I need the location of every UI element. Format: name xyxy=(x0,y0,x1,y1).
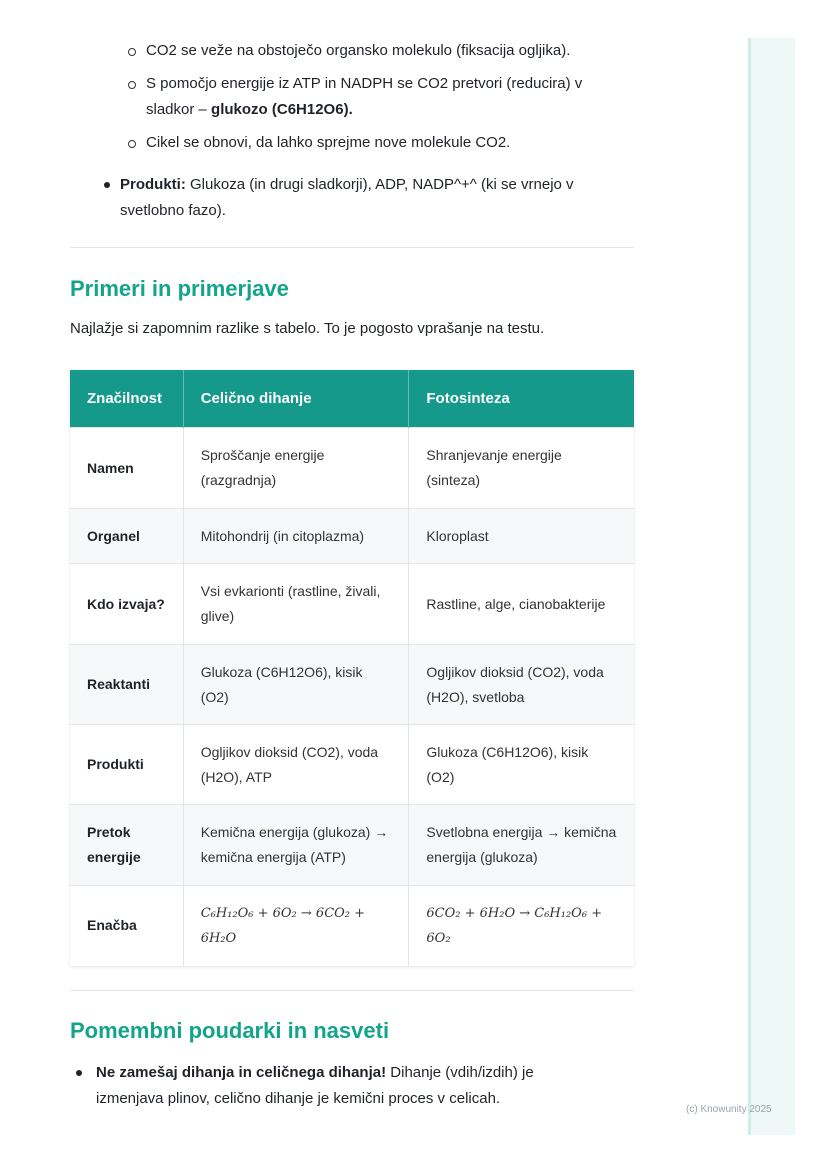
row-label: Enačba xyxy=(70,886,183,966)
table-cell: Vsi evkarionti (rastline, živali, glive) xyxy=(183,564,409,645)
table-cell: Sproščanje energije (razgradnja) xyxy=(183,428,409,509)
table-row xyxy=(70,564,634,645)
table-cell: Shranjevanje energije (sinteza) xyxy=(409,428,634,509)
products-text: Glukoza (in drugi sladkorji), ADP, NADP^+^ (ki se vrnejo v svetlobno fazo). xyxy=(120,176,574,219)
table-row xyxy=(70,509,634,564)
list-item-bold: glukozo (C6H12O6). xyxy=(211,101,353,118)
tip-bold: Ne zamešaj dihanja in celičnega dihanja! xyxy=(96,1064,387,1081)
row-label: Kdo izvaja? xyxy=(70,564,183,645)
row-label: Organel xyxy=(70,509,183,564)
list-item xyxy=(128,130,628,156)
list-item-text: Cikel se obnovi, da lahko sprejme nove molekule CO2. xyxy=(146,134,511,151)
list-item-text: CO2 se veže na obstoječo organsko molekulo (fiksacija ogljika). xyxy=(146,42,571,59)
disc-bullet-icon xyxy=(76,1070,82,1076)
list-item xyxy=(70,1060,590,1112)
list-item xyxy=(100,172,620,224)
table-cell: Rastline, alge, cianobakterije xyxy=(409,564,634,645)
products-label: Produkti: xyxy=(120,176,186,193)
row-label: Pretok energije xyxy=(70,805,183,886)
tip-text: Dihanje (vdih/izdih) je izmenjava plinov, celično dihanje je kemični proces v celicah. xyxy=(96,1064,534,1107)
divider xyxy=(70,247,634,248)
header-cell: Celično dihanje xyxy=(183,370,409,428)
table-row xyxy=(70,886,634,966)
row-label: Reaktanti xyxy=(70,645,183,725)
equation-cell: 6CO₂ + 6H₂O → C₆H₁₂O₆ + 6O₂ xyxy=(409,886,634,966)
copyright-footer: (c) Knowunity 2025 xyxy=(686,1104,772,1115)
table-row xyxy=(70,725,634,805)
table-header-row xyxy=(70,370,634,428)
table-row xyxy=(70,805,634,886)
header-cell: Značilnost xyxy=(70,370,183,428)
products-list xyxy=(100,172,620,224)
row-label: Produkti xyxy=(70,725,183,805)
disc-bullet-icon xyxy=(104,182,110,188)
table-row xyxy=(70,428,634,509)
table-cell: Mitohondrij (in citoplazma) xyxy=(183,509,409,564)
table-row xyxy=(70,645,634,725)
side-margin-strip xyxy=(748,38,795,1135)
table-cell: Kloroplast xyxy=(409,509,634,564)
section-heading: Pomembni poudarki in nasveti xyxy=(70,1018,390,1043)
circle-bullet-icon xyxy=(128,140,136,148)
intro-paragraph: Najlažje si zapomnim razlike s tabelo. To je pogosto vprašanje na testu. xyxy=(70,320,545,337)
circle-bullet-icon xyxy=(128,81,136,89)
table-cell: Glukoza (C6H12O6), kisik (O2) xyxy=(409,725,634,805)
table-cell: Svetlobna energija → kemična energija (glukoza) xyxy=(409,805,634,886)
list-item-text: S pomočjo energije iz ATP in NADPH se CO2 pretvori (reducira) v sladkor – xyxy=(146,75,583,118)
comparison-table xyxy=(70,370,634,966)
list-item xyxy=(128,71,628,123)
header-cell: Fotosinteza xyxy=(409,370,634,428)
table-cell: Glukoza (C6H12O6), kisik (O2) xyxy=(183,645,409,725)
table-cell: Ogljikov dioksid (CO2), voda (H2O), svetloba xyxy=(409,645,634,725)
circle-bullet-icon xyxy=(128,48,136,56)
table-cell: Kemična energija (glukoza) → kemična energija (ATP) xyxy=(183,805,409,886)
tips-list xyxy=(70,1060,590,1112)
equation-cell: C₆H₁₂O₆ + 6O₂ → 6CO₂ + 6H₂O xyxy=(183,886,409,966)
table-cell: Ogljikov dioksid (CO2), voda (H2O), ATP xyxy=(183,725,409,805)
section-heading: Primeri in primerjave xyxy=(70,276,289,301)
row-label: Namen xyxy=(70,428,183,509)
list-item xyxy=(128,38,628,64)
sub-bullet-list xyxy=(128,38,628,163)
divider xyxy=(70,990,634,991)
